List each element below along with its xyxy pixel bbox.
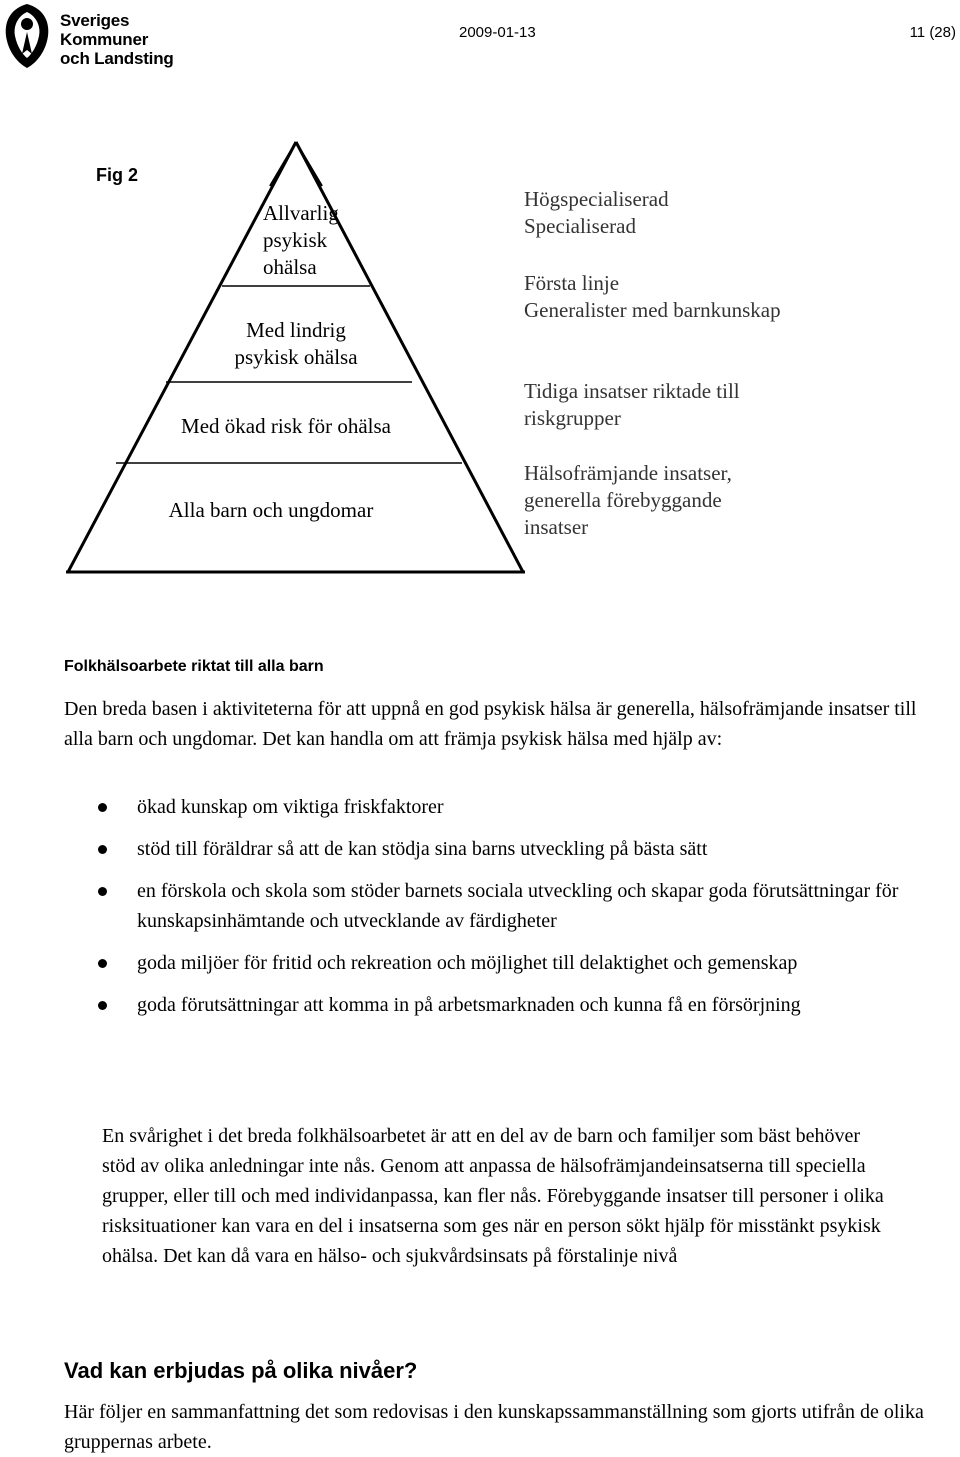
question-paragraph: Här följer en sammanfattning det som redovisas i den kunskapssammanställning som gjorts utifrån de olika gruppernas arbete. [64, 1401, 924, 1453]
bullet-list [64, 792, 904, 1020]
document-date: 2009-01-13 [459, 24, 536, 41]
pyramid-tier-top: Allvarlig psykisk ohälsa [263, 201, 339, 279]
level-early-interventions: Tidiga insatser riktade till riskgrupper [524, 379, 740, 430]
question-heading: Vad kan erbjudas på olika nivåer? [64, 1358, 418, 1383]
page-number: 11 (28) [909, 24, 956, 41]
list-item: stöd till föräldrar så att de kan stödja sina barns utveckling på bästa sätt [64, 834, 904, 864]
bullet-icon [98, 1001, 107, 1010]
logo-line-3: och Landsting [60, 49, 174, 68]
list-item: en förskola och skola som stöder barnets sociala utveckling och skapar goda förutsättningar för kunskapsinhämtande och utvecklande av färdigheter [64, 876, 904, 936]
level-specialized: Högspecialiserad Specialiserad [524, 187, 669, 238]
figure-label: Fig 2 [96, 165, 139, 185]
level-health-promotion: Hälsofrämjande insatser, generella förebyggande insatser [524, 461, 732, 539]
intro-paragraph: Den breda basen i aktiviteterna för att uppnå en god psykisk hälsa är generella, hälsofrämjande insatser till alla barn och ungdomar. Det kan handla om att främja psykisk hälsa med hjälp av: [64, 698, 917, 750]
list-item: goda miljöer för fritid och rekreation och möjlighet till delaktighet och gemenskap [64, 948, 904, 978]
bullet-icon [98, 959, 107, 968]
pyramid-tier-low: Med ökad risk för ohälsa [181, 414, 391, 438]
organization-logo [0, 0, 180, 72]
list-item: goda förutsättningar att komma in på arbetsmarknaden och kunna få en försörjning [64, 990, 904, 1020]
logo-line-1: Sveriges [60, 11, 130, 30]
bullet-icon [98, 845, 107, 854]
pyramid-tier-base: Alla barn och ungdomar [168, 498, 374, 522]
bullet-icon [98, 887, 107, 896]
section-heading: Folkhälsoarbete riktat till alla barn [64, 658, 324, 675]
list-item: ökad kunskap om viktiga friskfaktorer [64, 792, 904, 822]
bullet-icon [98, 803, 107, 812]
logo-emblem-icon [2, 2, 52, 70]
logo-line-2: Kommuner [60, 30, 149, 49]
pyramid-tier-middle: Med lindrig psykisk ohälsa [234, 318, 358, 369]
closing-paragraph: En svårighet i det breda folkhälsoarbetet är att en del av de barn och familjer som bäst behöver stöd av olika anledningar inte nås. Genom att anpassa de hälsofrämjandeinsatserna till speciella grupper, eller till och med individanpassa, kan fler nås. Förebyggande insatser till personer i olika risksituationer kan vara en del i insatserna som ges när en person sökt hjälp för misstänkt psykisk ohälsa. Det kan då vara en hälso- och sjukvårdsinsats på förstalinje nivå [102, 1125, 884, 1267]
level-first-line: Första linje Generalister med barnkunskap [524, 271, 781, 322]
